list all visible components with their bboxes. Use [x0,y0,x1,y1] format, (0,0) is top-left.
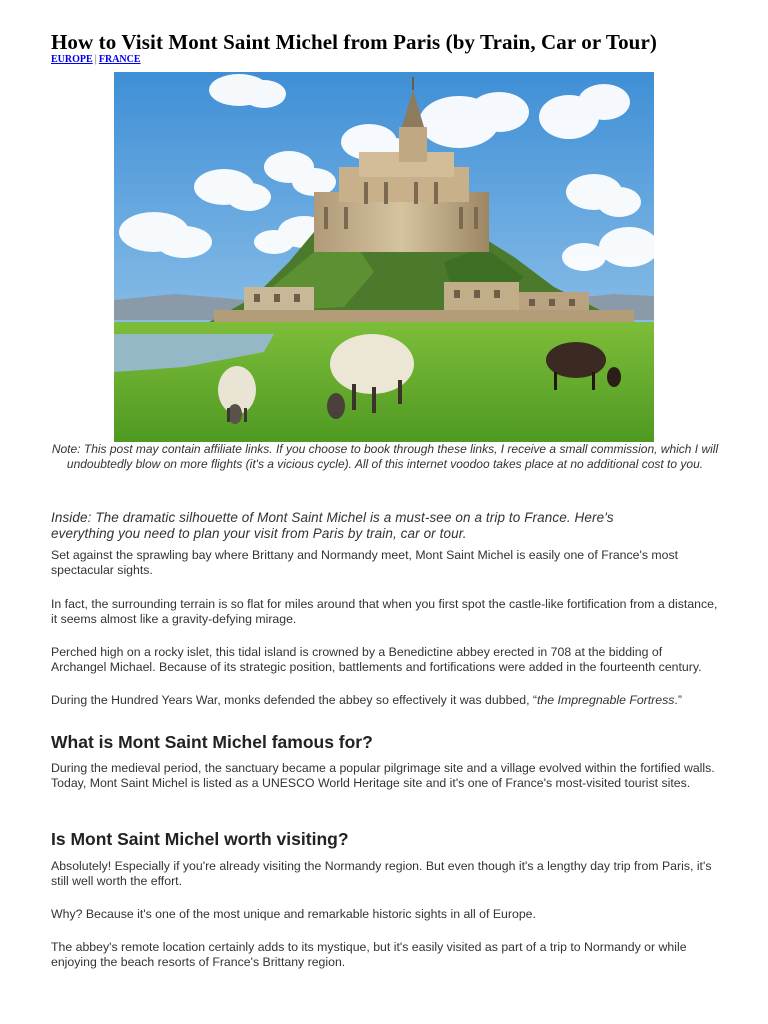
inside-summary: Inside: The dramatic silhouette of Mont Saint Michel is a must-see on a trip to France. Here's everything you need to plan your visit from Paris by train, car or tour. [51,510,614,541]
worth-paragraph-1: Absolutely! Especially if you're already visiting the Normandy region. But even though it's a lengthy day trip from Paris, it's still well worth the effort. [51,859,712,889]
category-link-france[interactable]: FRANCE [98,54,141,65]
impregnable-fortress-quote: the Impregnable Fortress [537,693,675,707]
article [51,30,719,970]
article-title: How to Visit Mont Saint Michel from Paris (by Train, Car or Tour) [51,30,657,54]
affiliate-disclosure: Note: This post may contain affiliate links. If you choose to book through these links, I receive a small commission, which I will undoubtedly blow on more flights (it's a vicious cycle). All of this internet voodoo takes place at no additional cost to you. [51,442,719,471]
worth-paragraph-2: Why? Because it's one of the most unique and remarkable historic sights in all of Europe. [51,907,536,921]
hundred-years-prefix: During the Hundred Years War, monks defended the abbey so effectively it was dubbed, “ [51,693,538,707]
intro-paragraph-3: Perched high on a rocky islet, this tidal island is crowned by a Benedictine abbey erected in 708 at the bidding of Archangel Michael. Because of its strategic position, battlements and fortifications were added in the fourteenth century. [51,645,702,675]
section-heading-worth-visiting: Is Mont Saint Michel worth visiting? [51,829,349,849]
worth-paragraph-3: The abbey's remote location certainly adds to its mystique, but it's easily visited as part of a trip to Normandy or while enjoying the beach resorts of France's Brittany region. [51,940,687,970]
category-links [51,54,719,66]
category-separator: | [94,54,97,65]
intro-paragraph-2: In fact, the surrounding terrain is so flat for miles around that when you first spot the castle-like fortification from a distance, it seems almost like a gravity-defying mirage. [51,597,718,627]
section-heading-famous: What is Mont Saint Michel famous for? [51,732,373,752]
intro-paragraph-1: Set against the sprawling bay where Brittany and Normandy meet, Mont Saint Michel is easily one of France's most spectacular sights. [51,548,679,578]
hundred-years-paragraph [51,693,719,708]
hero-image [114,72,654,442]
category-link-europe[interactable]: EUROPE [51,54,93,65]
hundred-years-suffix: .” [674,693,682,707]
famous-paragraph: During the medieval period, the sanctuary became a popular pilgrimage site and a village evolved within the fortified walls. Today, Mont Saint Michel is listed as a UNESCO World Heritage site and it's one of France's most-visited tourist sites. [51,761,715,791]
mont-saint-michel-illustration [114,72,654,442]
